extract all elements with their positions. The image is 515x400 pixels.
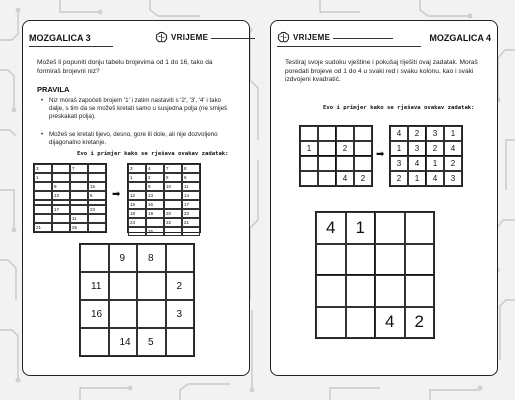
grid-cell[interactable]: 3 xyxy=(408,141,426,156)
example-caption: Evo i primjer kako se rješava ovakav zadatak: xyxy=(323,105,475,111)
timer xyxy=(155,31,255,44)
grid-cell[interactable]: 3 xyxy=(34,164,52,173)
grid-cell[interactable] xyxy=(300,156,318,171)
grid-cell[interactable]: 2 xyxy=(146,173,164,182)
grid-cell[interactable]: 12 xyxy=(128,191,146,200)
grid-cell[interactable]: 1 xyxy=(128,173,146,182)
grid-cell[interactable] xyxy=(137,272,166,300)
grid-cell[interactable] xyxy=(70,182,88,191)
grid-cell[interactable] xyxy=(34,205,52,214)
grid-cell[interactable]: 2 xyxy=(354,171,372,186)
arrow-right-icon: ➡ xyxy=(112,189,121,200)
grid-cell[interactable]: 21 xyxy=(34,223,52,232)
grid-cell[interactable]: 14 xyxy=(182,191,200,200)
grid-cell[interactable] xyxy=(146,218,164,227)
grid-cell[interactable] xyxy=(405,275,435,307)
brain-icon xyxy=(155,31,168,44)
rule-1: • Niz moraš započeti brojem '1' i zatim nastaviti s '2', '3', '4' i tako dalje, s tim da se možeš kretati samo u susjedna polja (ne smiješ preskakati polja). xyxy=(49,97,235,120)
grid-cell[interactable] xyxy=(80,328,109,356)
grid-cell[interactable]: 3 xyxy=(444,171,462,186)
grid-cell[interactable]: 2 xyxy=(405,307,435,339)
grid-cell[interactable]: 4 xyxy=(146,164,164,173)
grid-cell[interactable]: 16 xyxy=(146,200,164,209)
grid-cell[interactable]: 2 xyxy=(426,141,444,156)
grid-cell[interactable]: 18 xyxy=(128,209,146,218)
right-header xyxy=(277,31,491,49)
grid-cell[interactable] xyxy=(137,300,166,328)
grid-cell[interactable]: 21 xyxy=(182,218,200,227)
grid-cell[interactable]: 2 xyxy=(166,272,195,300)
grid-cell[interactable] xyxy=(88,164,106,173)
grid-cell[interactable]: 24 xyxy=(128,218,146,227)
timer-line[interactable] xyxy=(211,37,255,39)
grid-cell[interactable]: 2 xyxy=(444,156,462,171)
grid-cell[interactable]: 3 xyxy=(128,164,146,173)
grid-cell[interactable]: 3 xyxy=(426,126,444,141)
grid-cell[interactable] xyxy=(164,191,182,200)
grid-cell[interactable]: 3 xyxy=(166,300,195,328)
grid-cell[interactable] xyxy=(318,156,336,171)
grid-cell[interactable]: 23 xyxy=(182,209,200,218)
grid-cell[interactable] xyxy=(166,328,195,356)
grid-cell[interactable]: 10 xyxy=(164,182,182,191)
grid-cell[interactable]: 3 xyxy=(390,156,408,171)
grid-cell[interactable] xyxy=(354,156,372,171)
grid-cell[interactable]: 17 xyxy=(52,205,70,214)
grid-cell[interactable]: 19 xyxy=(146,209,164,218)
grid-cell[interactable] xyxy=(316,244,346,276)
grid-cell[interactable] xyxy=(375,244,405,276)
grid-cell[interactable] xyxy=(128,182,146,191)
grid-cell[interactable] xyxy=(70,191,88,200)
grid-cell[interactable]: 4 xyxy=(316,212,346,244)
grid-cell[interactable] xyxy=(375,212,405,244)
example-puzzle-grid xyxy=(299,125,373,187)
main-puzzle-grid[interactable] xyxy=(315,211,435,339)
rule-2: • Možeš se kretati lijevo, desno, gore ili dole, ali nije dozvoljeno dijagonalno kretanje. xyxy=(49,131,235,147)
grid-cell[interactable] xyxy=(128,227,146,236)
grid-cell[interactable] xyxy=(34,182,52,191)
timer-label: VRIJEME xyxy=(171,33,209,42)
rules-heading: PRAVILA xyxy=(37,85,70,94)
grid-cell[interactable]: 4 xyxy=(375,307,405,339)
grid-cell[interactable] xyxy=(88,173,106,182)
grid-cell[interactable]: 4 xyxy=(336,171,354,186)
example-puzzle-grid xyxy=(33,163,107,233)
arrow-right-icon: ➡ xyxy=(376,149,385,160)
grid-cell[interactable]: 13 xyxy=(146,191,164,200)
grid-cell[interactable] xyxy=(300,126,318,141)
grid-cell[interactable] xyxy=(52,214,70,223)
grid-cell[interactable]: 9 xyxy=(52,182,70,191)
grid-cell[interactable]: 11 xyxy=(70,214,88,223)
header-rule xyxy=(29,46,113,47)
grid-cell[interactable] xyxy=(182,227,200,236)
grid-cell[interactable] xyxy=(405,212,435,244)
grid-cell[interactable] xyxy=(316,307,346,339)
grid-cell[interactable]: 11 xyxy=(182,182,200,191)
grid-cell[interactable] xyxy=(109,300,138,328)
grid-cell[interactable]: 23 xyxy=(88,205,106,214)
grid-cell[interactable] xyxy=(34,214,52,223)
grid-cell[interactable]: 17 xyxy=(182,200,200,209)
grid-cell[interactable]: 5 xyxy=(137,328,166,356)
grid-cell[interactable] xyxy=(34,191,52,200)
grid-cell[interactable] xyxy=(346,307,376,339)
grid-cell[interactable]: 2 xyxy=(390,171,408,186)
grid-cell[interactable] xyxy=(318,141,336,156)
grid-cell[interactable] xyxy=(405,244,435,276)
grid-cell[interactable]: 8 xyxy=(137,244,166,272)
grid-cell[interactable] xyxy=(316,275,346,307)
example-caption: Evo i primjer kako se rješava ovakav zadatak: xyxy=(77,151,229,157)
example-solution-grid xyxy=(127,163,201,233)
grid-cell[interactable]: 15 xyxy=(88,182,106,191)
timer-label: VRIJEME xyxy=(293,33,331,42)
intro-text: Možeš li popuniti donju tabelu brojevima od 1 do 16, tako da formiraš brojevni niz? xyxy=(37,59,213,75)
puzzle-title: MOZGALICA 3 xyxy=(29,33,91,43)
grid-cell[interactable]: 9 xyxy=(109,244,138,272)
grid-cell[interactable] xyxy=(164,200,182,209)
grid-cell[interactable] xyxy=(70,205,88,214)
grid-cell[interactable] xyxy=(88,223,106,232)
grid-cell[interactable]: 7 xyxy=(164,164,182,173)
grid-cell[interactable] xyxy=(318,126,336,141)
grid-cell[interactable] xyxy=(300,171,318,186)
grid-cell[interactable]: 1 xyxy=(426,156,444,171)
intro-text: Testiraj svoje sudoku vještine i pokušaj riješiti ovaj zadatak. Moraš poredati brojeve od 1 do 4 u svaki red i svaku kolonu, kao i svaki izdvojeni kvadratić. xyxy=(285,59,478,84)
grid-cell[interactable]: 20 xyxy=(164,209,182,218)
grid-cell[interactable]: 25 xyxy=(146,227,164,236)
grid-cell[interactable]: 4 xyxy=(444,141,462,156)
grid-cell[interactable]: 1 xyxy=(390,141,408,156)
grid-cell[interactable]: 15 xyxy=(128,200,146,209)
timer xyxy=(277,31,393,44)
grid-cell[interactable]: 1 xyxy=(408,171,426,186)
grid-cell[interactable]: 4 xyxy=(390,126,408,141)
grid-cell[interactable] xyxy=(166,244,195,272)
timer-line[interactable] xyxy=(333,37,393,39)
grid-cell[interactable] xyxy=(52,173,70,182)
grid-cell[interactable]: 11 xyxy=(80,272,109,300)
grid-cell[interactable]: 4 xyxy=(408,156,426,171)
grid-cell[interactable] xyxy=(318,171,336,186)
header-rule xyxy=(277,46,421,47)
grid-cell[interactable] xyxy=(354,141,372,156)
grid-cell[interactable]: 1 xyxy=(444,126,462,141)
grid-cell[interactable]: 16 xyxy=(80,300,109,328)
grid-cell[interactable]: 8 xyxy=(182,164,200,173)
grid-cell[interactable]: 9 xyxy=(146,182,164,191)
grid-cell[interactable] xyxy=(52,164,70,173)
grid-cell[interactable] xyxy=(336,126,354,141)
grid-cell[interactable] xyxy=(354,126,372,141)
grid-cell[interactable]: 25 xyxy=(70,223,88,232)
grid-cell[interactable]: 14 xyxy=(109,328,138,356)
grid-cell[interactable]: 4 xyxy=(426,171,444,186)
grid-cell[interactable]: 5 xyxy=(164,173,182,182)
grid-cell[interactable]: 1 xyxy=(34,173,52,182)
example-solution-grid xyxy=(389,125,463,187)
grid-cell[interactable] xyxy=(346,244,376,276)
grid-cell[interactable] xyxy=(70,173,88,182)
grid-cell[interactable] xyxy=(52,223,70,232)
grid-cell[interactable]: 22 xyxy=(164,218,182,227)
grid-cell[interactable] xyxy=(346,275,376,307)
brain-icon xyxy=(277,31,290,44)
grid-cell[interactable] xyxy=(336,156,354,171)
grid-cell[interactable] xyxy=(80,244,109,272)
grid-cell[interactable]: 7 xyxy=(70,164,88,173)
left-header xyxy=(29,31,243,49)
right-page xyxy=(270,20,498,376)
grid-cell[interactable]: 2 xyxy=(408,126,426,141)
grid-cell[interactable]: 2 xyxy=(336,141,354,156)
left-page xyxy=(22,20,250,376)
grid-cell[interactable] xyxy=(88,214,106,223)
grid-cell[interactable]: 1 xyxy=(346,212,376,244)
grid-cell[interactable]: 5 xyxy=(88,191,106,200)
grid-cell[interactable] xyxy=(375,275,405,307)
puzzle-title: MOZGALICA 4 xyxy=(429,33,491,43)
grid-cell[interactable]: 13 xyxy=(52,191,70,200)
grid-cell[interactable] xyxy=(109,272,138,300)
grid-cell[interactable]: 1 xyxy=(300,141,318,156)
grid-cell[interactable] xyxy=(164,227,182,236)
grid-cell[interactable]: 6 xyxy=(182,173,200,182)
main-puzzle-grid[interactable] xyxy=(79,243,195,357)
